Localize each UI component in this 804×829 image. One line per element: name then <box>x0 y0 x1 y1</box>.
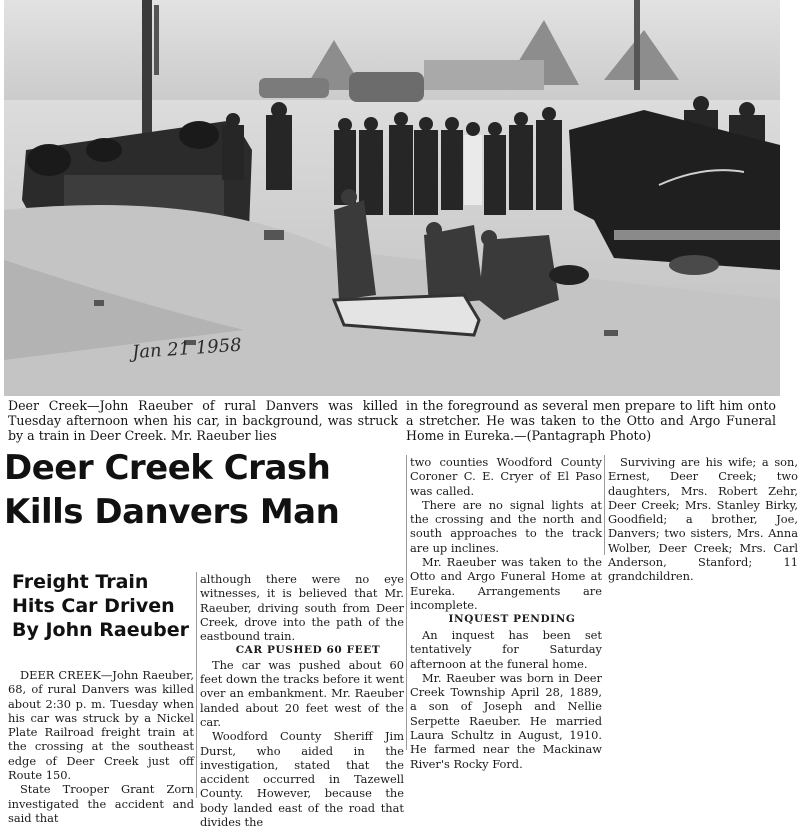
deck-line-2: Hits Car Driven <box>12 595 175 617</box>
news-photo <box>4 0 780 396</box>
article-paragraph: An inquest has been set tentatively for Saturday afternoon at the funeral home. <box>410 628 602 671</box>
headline-line-2: Kills Danvers Man <box>4 492 340 532</box>
article-paragraph: There are no signal lights at the crossing and the north and south approaches to the track are up inclines. <box>410 497 602 555</box>
subhead-car-pushed: CAR PUSHED 60 FEET <box>235 644 381 657</box>
article-paragraph: State Trooper Grant Zorn investigated the accident and said that <box>8 782 194 825</box>
article-paragraph: Woodford County Sheriff Jim Durst, who aided in the investigation, stated that the accident occurred in Tazewell County. However, because the body landed east of the road that divides the <box>200 729 404 829</box>
column-rule <box>196 572 197 798</box>
photo-caption-left: Deer Creek—John Raeuber of rural Danvers was killed Tuesday afternoon when his car, in background, was struck by a train in Deer Creek. Mr. Raeuber lies <box>8 398 398 443</box>
deck-line-1: Freight Train <box>12 571 149 593</box>
column-rule <box>604 455 605 555</box>
subhead-inquest-pending: INQUEST PENDING <box>448 613 576 626</box>
accident-scene-image <box>4 0 780 396</box>
headline-line-1: Deer Creek Crash <box>4 448 331 488</box>
article-column-3-bottom <box>410 628 602 771</box>
article-column-2 <box>200 572 404 829</box>
article-column-4 <box>608 455 798 584</box>
article-paragraph: although there were no eye witnesses, it is believed that Mr. Raeuber, driving south from Deer Creek, drove into the path of the eastbound train. <box>200 572 404 644</box>
article-paragraph: two counties Woodford County Coroner C. E. Cryer of El Paso was called. <box>410 455 602 498</box>
article-paragraph: Mr. Raeuber was taken to the Otto and Argo Funeral Home at Eureka. Arrangements are incomplete. <box>410 555 602 612</box>
article-paragraph: Mr. Raeuber was born in Deer Creek Township April 28, 1889, a son of Joseph and Nellie Serpette Raeuber. He married Laura Schultz in August, 1910. He farmed near the Mackinaw River's Rocky Ford. <box>410 670 602 771</box>
handwritten-date-annotation: Jan 21 1958 <box>131 334 243 364</box>
article-column-1 <box>8 668 194 825</box>
article-paragraph: DEER CREEK—John Raeuber, 68, of rural Danvers was killed about 2:30 p. m. Tuesday when his car was struck by a Nickel Plate Railroad freight train at the crossing at the southeast edge of Deer Creek just off Route 150. <box>8 668 194 783</box>
deck-line-3: By John Raeuber <box>12 619 189 641</box>
subheadline-deck <box>12 570 192 642</box>
article-paragraph: The car was pushed about 60 feet down the tracks before it went over an embankment. Mr. Raeuber landed about 20 feet west of the car. <box>200 657 404 729</box>
article-paragraph: Surviving are his wife; a son, Ernest, Deer Creek; two daughters, Mrs. Robert Zehr, Deer Creek; Mrs. Stanley Birky, Goodfield; a brother, Joe, Danvers; two sisters, Mrs. Anna Wolber, Deer Creek; Mrs. Carl Anderson, Stanford; 11 grandchildren. <box>608 455 798 584</box>
headline <box>4 446 392 534</box>
column-rule <box>406 455 407 750</box>
photo-caption-right: in the foreground as several men prepare to lift him onto a stretcher. He was taken to the Otto and Argo Funeral Home in Eureka.—(Pantagraph Photo) <box>406 398 776 443</box>
article-column-3-top <box>410 455 602 627</box>
